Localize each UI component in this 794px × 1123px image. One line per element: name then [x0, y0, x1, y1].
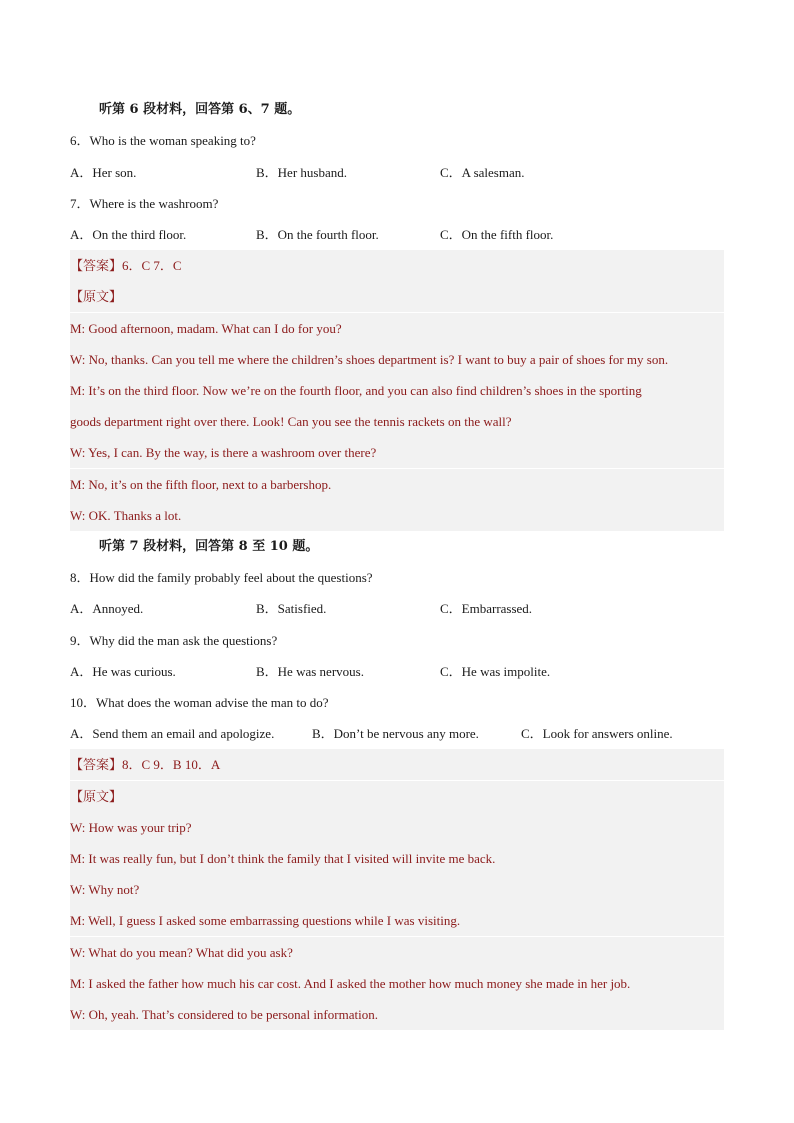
option-a: A．On the third floor. [70, 227, 187, 242]
section-heading: 听第 6 段材料，回答第 6、7 题。 [99, 102, 301, 117]
transcript-line: M: Well, I guess I asked some embarrassing questions while I was visiting. [70, 905, 724, 936]
question-options [70, 593, 724, 624]
transcript-line: goods department right over there. Look! Can you see the tennis rackets on the wall? [70, 406, 724, 437]
transcript-line: W: Why not? [70, 874, 724, 905]
option-c: C．A salesman. [440, 165, 525, 180]
option-c: C．Embarrassed. [440, 601, 533, 616]
question-stem: 9．Why did the man ask the questions? [70, 633, 278, 648]
transcript-line: W: What do you mean? What did you ask? [70, 937, 724, 968]
question-options [70, 656, 724, 687]
transcript-line: M: Good afternoon, madam. What can I do for you? [70, 313, 724, 344]
option-c: C．Look for answers online. [521, 726, 673, 741]
option-a: A．Her son. [70, 165, 137, 180]
option-b: B．Her husband. [256, 165, 347, 180]
transcript-line: M: I asked the father how much his car cost. And I asked the mother how much money she made in her job. [70, 968, 724, 999]
option-a: A．Send them an email and apologize. [70, 726, 275, 741]
option-b: B．On the fourth floor. [256, 227, 379, 242]
transcript-line: W: Yes, I can. By the way, is there a washroom over there? [70, 437, 724, 468]
question-stem: 8．How did the family probably feel about the questions? [70, 570, 373, 585]
option-a: A．He was curious. [70, 664, 176, 679]
question-stem: 10．What does the woman advise the man to do? [70, 695, 329, 710]
answer-key: 【答案】8．C 9．B 10．A [70, 749, 724, 780]
transcript-line: W: No, thanks. Can you tell me where the children’s shoes department is? I want to buy a pair of shoes for my son. [70, 344, 724, 375]
option-b: B．He was nervous. [256, 664, 364, 679]
transcript-line: M: It’s on the third floor. Now we’re on the fourth floor, and you can also find children’s shoes in the sporting [70, 375, 724, 406]
option-b: B．Satisfied. [256, 601, 327, 616]
option-a: A．Annoyed. [70, 601, 144, 616]
transcript-line: M: No, it’s on the fifth floor, next to a barbershop. [70, 469, 724, 500]
transcript-line: W: How was your trip? [70, 812, 724, 843]
option-b: B．Don’t be nervous any more. [312, 726, 479, 741]
section-heading: 听第 7 段材料，回答第 8 至 10 题。 [99, 539, 319, 554]
transcript-line: M: It was really fun, but I don’t think the family that I visited will invite me back. [70, 843, 724, 874]
question-options [70, 157, 724, 188]
question-options [70, 219, 724, 250]
question-stem: 7．Where is the washroom? [70, 196, 219, 211]
transcript-line: W: Oh, yeah. That’s considered to be personal information. [70, 999, 724, 1030]
question-options [70, 718, 724, 749]
answer-key: 【答案】6．C 7．C [70, 250, 724, 281]
option-c: C．He was impolite. [440, 664, 551, 679]
transcript-label: 【原文】 [70, 281, 724, 312]
option-c: C．On the fifth floor. [440, 227, 554, 242]
transcript-label: 【原文】 [70, 781, 724, 812]
question-stem: 6．Who is the woman speaking to? [70, 133, 256, 148]
transcript-line: W: OK. Thanks a lot. [70, 500, 724, 531]
